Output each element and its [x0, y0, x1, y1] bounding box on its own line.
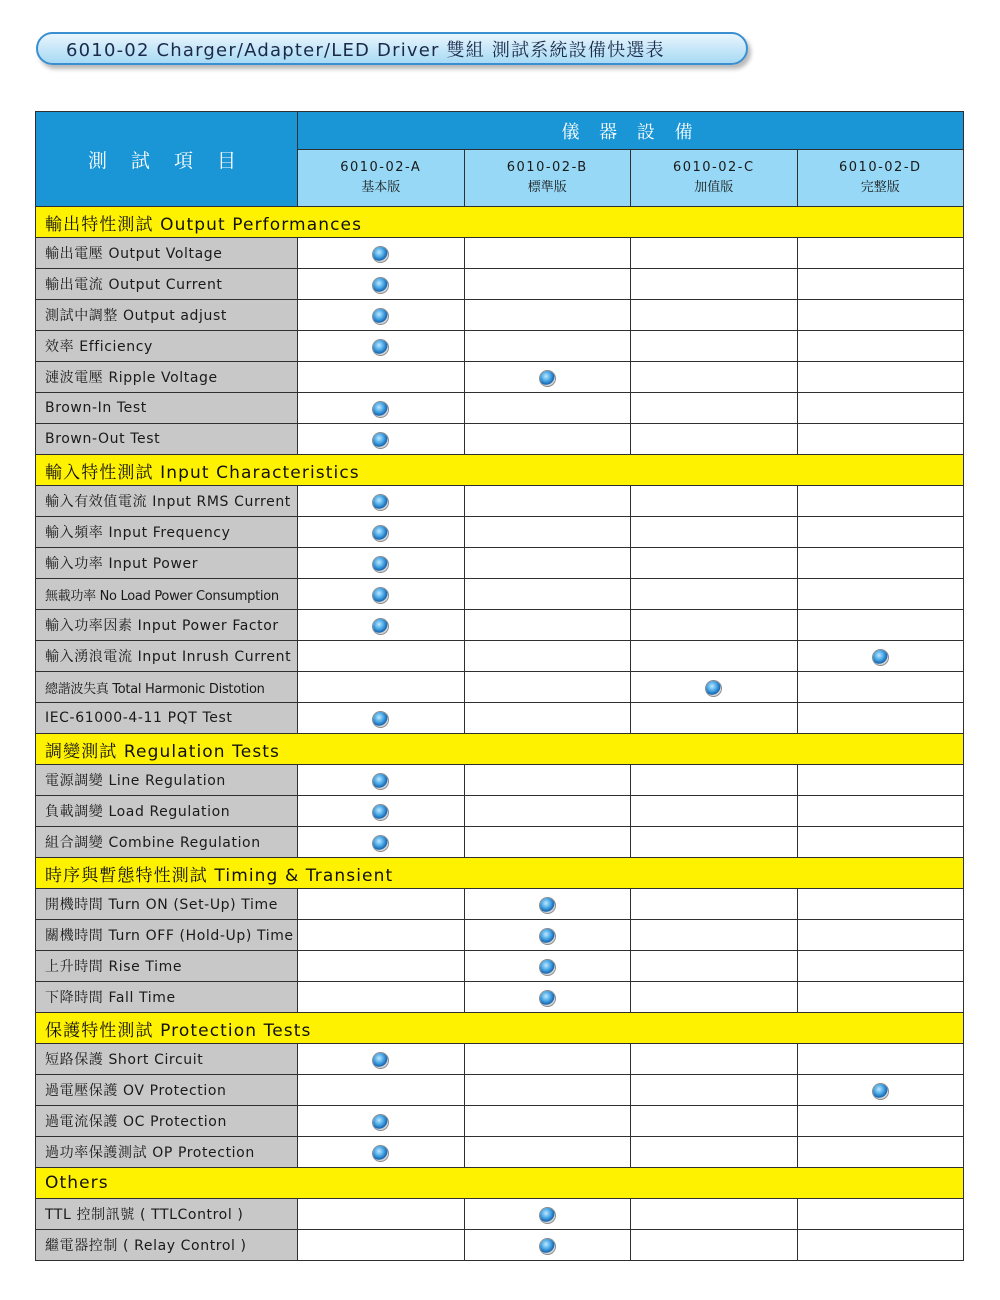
section-header-row [36, 734, 964, 765]
selected-dot-icon [373, 588, 388, 603]
model-cell [631, 1199, 798, 1230]
model-cell [797, 486, 964, 517]
model-cell [631, 889, 798, 920]
model-cell [298, 393, 465, 424]
selected-dot-icon [373, 836, 388, 851]
model-cell [298, 424, 465, 455]
selected-dot-icon [373, 402, 388, 417]
table-row [36, 1137, 964, 1168]
model-cell [797, 610, 964, 641]
model-cell [797, 951, 964, 982]
model-cell [298, 1230, 465, 1261]
page-title: 6010-02 Charger/Adapter/LED Driver 雙組 測試系統設備快選表 [36, 32, 748, 65]
model-cell [464, 486, 631, 517]
model-cell [631, 1230, 798, 1261]
selected-dot-icon [873, 650, 888, 665]
table-row [36, 517, 964, 548]
model-edition: 完整版 [860, 180, 900, 195]
test-item-label: 測試中調整 Output adjust [36, 300, 298, 331]
model-code: 6010-02-A [340, 160, 422, 175]
model-cell [464, 1044, 631, 1075]
test-item-label: 組合調變 Combine Regulation [36, 827, 298, 858]
model-cell [298, 517, 465, 548]
selected-dot-icon [706, 681, 721, 696]
model-cell [631, 579, 798, 610]
table-row [36, 610, 964, 641]
selected-dot-icon [373, 495, 388, 510]
model-cell [298, 362, 465, 393]
model-cell [298, 1199, 465, 1230]
test-item-label: 效率 Efficiency [36, 331, 298, 362]
model-edition: 標準版 [527, 180, 567, 195]
equipment-selection-table [35, 111, 964, 1261]
model-cell [464, 982, 631, 1013]
model-cell [631, 982, 798, 1013]
table-row [36, 1044, 964, 1075]
selected-dot-icon [373, 340, 388, 355]
table-row [36, 827, 964, 858]
model-cell [797, 1199, 964, 1230]
model-cell [631, 548, 798, 579]
test-item-label: 負載調變 Load Regulation [36, 796, 298, 827]
model-cell [797, 1106, 964, 1137]
test-item-label: TTL 控制訊號 ( TTLControl ) [36, 1199, 298, 1230]
test-item-label: 下降時間 Fall Time [36, 982, 298, 1013]
model-cell [797, 1137, 964, 1168]
test-item-label: 輸出電壓 Output Voltage [36, 238, 298, 269]
selected-dot-icon [373, 1053, 388, 1068]
test-item-label: 輸入有效值電流 Input RMS Current [36, 486, 298, 517]
selected-dot-icon [540, 1239, 555, 1254]
model-cell [631, 641, 798, 672]
section-header-row [36, 455, 964, 486]
model-cell [797, 300, 964, 331]
model-cell [464, 703, 631, 734]
model-cell [464, 889, 631, 920]
model-cell [298, 1106, 465, 1137]
model-cell [797, 1044, 964, 1075]
selected-dot-icon [373, 774, 388, 789]
selected-dot-icon [373, 247, 388, 262]
model-cell [797, 889, 964, 920]
section-title: 輸出特性測試 Output Performances [36, 207, 964, 238]
model-cell [631, 424, 798, 455]
model-cell [631, 238, 798, 269]
table-row [36, 1075, 964, 1106]
model-cell [464, 300, 631, 331]
model-cell [298, 579, 465, 610]
selected-dot-icon [373, 433, 388, 448]
model-cell [631, 393, 798, 424]
section-header-row [36, 858, 964, 889]
model-cell [631, 517, 798, 548]
table-row [36, 300, 964, 331]
selected-dot-icon [540, 991, 555, 1006]
model-cell [298, 672, 465, 703]
model-edition: 基本版 [361, 180, 401, 195]
model-cell [464, 548, 631, 579]
model-cell [797, 1075, 964, 1106]
selected-dot-icon [373, 278, 388, 293]
model-cell [631, 269, 798, 300]
model-cell [797, 238, 964, 269]
test-item-label: 總諧波失真 Total Harmonic Distotion [36, 672, 298, 703]
model-cell [631, 1075, 798, 1106]
model-cell [298, 238, 465, 269]
table-row [36, 269, 964, 300]
test-item-label: 無載功率 No Load Power Consumption [36, 579, 298, 610]
test-item-label: 漣波電壓 Ripple Voltage [36, 362, 298, 393]
model-cell [298, 610, 465, 641]
model-cell [464, 1199, 631, 1230]
table-row [36, 889, 964, 920]
model-cell [298, 300, 465, 331]
model-cell [464, 579, 631, 610]
selected-dot-icon [540, 1208, 555, 1223]
model-code: 6010-02-B [506, 160, 588, 175]
table-row [36, 1106, 964, 1137]
table-row [36, 703, 964, 734]
model-cell [797, 548, 964, 579]
section-title: 輸入特性測試 Input Characteristics [36, 455, 964, 486]
model-cell [298, 920, 465, 951]
table-row [36, 486, 964, 517]
model-cell [631, 672, 798, 703]
table-row [36, 362, 964, 393]
model-cell [464, 951, 631, 982]
model-cell [631, 300, 798, 331]
model-cell [464, 424, 631, 455]
model-cell [298, 889, 465, 920]
model-cell [298, 765, 465, 796]
table-row [36, 920, 964, 951]
table-row [36, 238, 964, 269]
test-item-label: 過功率保護測試 OP Protection [36, 1137, 298, 1168]
header-test-items: 測 試 項 目 [36, 112, 298, 207]
model-cell [464, 672, 631, 703]
model-cell [797, 982, 964, 1013]
model-cell [797, 393, 964, 424]
model-cell [797, 331, 964, 362]
selected-dot-icon [873, 1084, 888, 1099]
model-cell [298, 827, 465, 858]
header-model-b [464, 150, 631, 207]
model-cell [631, 486, 798, 517]
model-cell [631, 765, 798, 796]
model-cell [631, 362, 798, 393]
test-item-label: IEC-61000-4-11 PQT Test [36, 703, 298, 734]
model-cell [464, 610, 631, 641]
model-cell [631, 827, 798, 858]
model-cell [797, 1230, 964, 1261]
selected-dot-icon [373, 619, 388, 634]
model-cell [631, 1106, 798, 1137]
model-cell [797, 269, 964, 300]
model-cell [464, 1106, 631, 1137]
model-cell [464, 827, 631, 858]
test-item-label: 輸入功率因素 Input Power Factor [36, 610, 298, 641]
table-row [36, 982, 964, 1013]
model-cell [797, 579, 964, 610]
table-row [36, 641, 964, 672]
table-row [36, 424, 964, 455]
table-row [36, 1230, 964, 1261]
model-cell [797, 672, 964, 703]
header-equipment: 儀 器 設 備 [298, 112, 964, 150]
model-cell [464, 1075, 631, 1106]
table-row [36, 548, 964, 579]
model-cell [298, 951, 465, 982]
selected-dot-icon [373, 712, 388, 727]
test-item-label: 輸出電流 Output Current [36, 269, 298, 300]
model-cell [797, 796, 964, 827]
model-cell [298, 1137, 465, 1168]
model-cell [464, 362, 631, 393]
test-item-label: 上升時間 Rise Time [36, 951, 298, 982]
model-code: 6010-02-C [672, 160, 755, 175]
model-code: 6010-02-D [839, 160, 922, 175]
model-cell [631, 331, 798, 362]
table-row [36, 796, 964, 827]
model-cell [464, 641, 631, 672]
header-model-a [298, 150, 465, 207]
selected-dot-icon [373, 557, 388, 572]
table-row [36, 1199, 964, 1230]
model-cell [464, 238, 631, 269]
model-cell [797, 517, 964, 548]
model-cell [464, 1137, 631, 1168]
selected-dot-icon [540, 371, 555, 386]
model-cell [298, 796, 465, 827]
model-cell [464, 393, 631, 424]
header-model-c [631, 150, 798, 207]
selected-dot-icon [540, 960, 555, 975]
section-title: 保護特性測試 Protection Tests [36, 1013, 964, 1044]
section-header-row [36, 1168, 964, 1199]
model-cell [797, 641, 964, 672]
table-row [36, 951, 964, 982]
table-row [36, 672, 964, 703]
model-cell [631, 1044, 798, 1075]
model-cell [464, 517, 631, 548]
model-cell [298, 703, 465, 734]
model-cell [631, 796, 798, 827]
model-cell [631, 920, 798, 951]
selected-dot-icon [540, 929, 555, 944]
model-edition: 加值版 [694, 180, 734, 195]
test-item-label: Brown-In Test [36, 393, 298, 424]
selected-dot-icon [540, 898, 555, 913]
selected-dot-icon [373, 309, 388, 324]
model-cell [797, 765, 964, 796]
model-cell [464, 331, 631, 362]
test-item-label: Brown-Out Test [36, 424, 298, 455]
test-item-label: 過電流保護 OC Protection [36, 1106, 298, 1137]
table-row [36, 579, 964, 610]
model-cell [631, 1137, 798, 1168]
model-cell [797, 424, 964, 455]
model-cell [797, 920, 964, 951]
test-item-label: 短路保護 Short Circuit [36, 1044, 298, 1075]
test-item-label: 輸入湧浪電流 Input Inrush Current [36, 641, 298, 672]
test-item-label: 開機時間 Turn ON (Set-Up) Time [36, 889, 298, 920]
model-cell [464, 1230, 631, 1261]
model-cell [298, 1044, 465, 1075]
header-model-d [797, 150, 964, 207]
model-cell [298, 269, 465, 300]
selected-dot-icon [373, 1115, 388, 1130]
model-cell [464, 796, 631, 827]
test-item-label: 輸入頻率 Input Frequency [36, 517, 298, 548]
model-cell [797, 703, 964, 734]
model-cell [298, 548, 465, 579]
model-cell [631, 703, 798, 734]
section-header-row [36, 1013, 964, 1044]
section-title: 調變測試 Regulation Tests [36, 734, 964, 765]
table-row [36, 331, 964, 362]
test-item-label: 輸入功率 Input Power [36, 548, 298, 579]
test-item-label: 過電壓保護 OV Protection [36, 1075, 298, 1106]
table-row [36, 393, 964, 424]
section-header-row [36, 207, 964, 238]
model-cell [464, 920, 631, 951]
selected-dot-icon [373, 526, 388, 541]
selected-dot-icon [373, 805, 388, 820]
selected-dot-icon [373, 1146, 388, 1161]
section-title: Others [36, 1168, 964, 1199]
model-cell [631, 951, 798, 982]
test-item-label: 繼電器控制 ( Relay Control ) [36, 1230, 298, 1261]
section-title: 時序與暫態特性測試 Timing & Transient [36, 858, 964, 889]
model-cell [298, 1075, 465, 1106]
model-cell [298, 331, 465, 362]
test-item-label: 電源調變 Line Regulation [36, 765, 298, 796]
model-cell [298, 982, 465, 1013]
test-item-label: 關機時間 Turn OFF (Hold-Up) Time [36, 920, 298, 951]
model-cell [298, 486, 465, 517]
table-body [36, 207, 964, 1261]
table-header [36, 112, 964, 207]
model-cell [464, 269, 631, 300]
model-cell [464, 765, 631, 796]
model-cell [797, 827, 964, 858]
model-cell [797, 362, 964, 393]
model-cell [298, 641, 465, 672]
table-row [36, 765, 964, 796]
model-cell [631, 610, 798, 641]
